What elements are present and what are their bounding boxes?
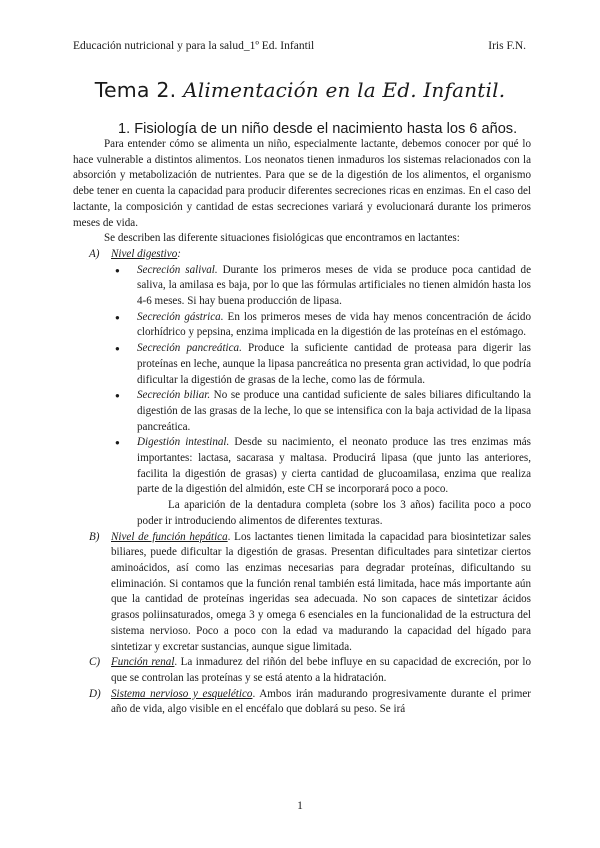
header-author: Iris F.N. xyxy=(488,40,526,52)
intro-paragraph: Para entender cómo se alimenta un niño, especialmente lactante, debemos conocer por qué lo hace vulnerable a distintos alimentos. Los neonatos tienen inmaduros los sistemas relacionados con la absorción y metabolización de nutrientes. Para que se de la digestión de los alimentos, el organismo debe tener en cuenta la capacidad para producir diferentes secreciones ricas en enzimas. En el caso del lactante, la composición y cantidad de estas secreciones variará y evolucionará durante los primeros meses de vida. xyxy=(73,138,531,229)
intro-paragraph-2: Se describen las diferente situaciones fisiológicas que encontramos en lactantes: xyxy=(104,232,460,245)
section-heading xyxy=(118,121,517,137)
level-c xyxy=(73,655,531,686)
item-text: Produce la suficiente cantidad de proteasa para digerir las proteínas en leche, aunque la lipasa pancreática no presenta gran actividad, lo que podría dificultar la digestión de grasas de la leche, como las de fórmula. xyxy=(137,342,531,386)
level-a-heading: Nivel digestivo xyxy=(111,247,178,260)
item-text: En los primeros meses de vida hay menos concentración de ácido clorhídrico y pepsina, enzima implicada en la digestión de las proteínas en el estómago. xyxy=(137,310,531,339)
dentition-paragraph xyxy=(73,498,531,529)
list-item xyxy=(137,388,531,435)
item-term: Secreción salival. xyxy=(137,263,218,276)
level-c-text: . La inmadurez del riñón del bebe influye en su capacidad de excreción, por lo que se controlan las proteínas y se está atento a la hidratación. xyxy=(111,656,531,684)
section-number: 1. xyxy=(118,121,131,137)
document-body xyxy=(73,137,531,718)
digestive-list xyxy=(73,263,531,499)
list-item xyxy=(137,263,531,310)
level-a-mark: A) xyxy=(89,247,100,260)
title-script: Alimentación en la Ed. Infantil. xyxy=(183,78,506,102)
level-b-heading: Nivel de función hepática xyxy=(111,530,228,543)
level-d-text: . Ambos irán madurando progresivamente durante el primer año de vida, algo visible en el encéfalo que doblará su peso. Se irá xyxy=(111,687,531,716)
level-c-mark: C) xyxy=(89,656,101,669)
level-b xyxy=(73,530,531,656)
item-term: Secreción biliar. xyxy=(137,389,211,402)
level-a xyxy=(73,247,531,263)
list-item xyxy=(137,435,531,498)
level-d-heading: Sistema nervioso y esquelético xyxy=(111,687,253,700)
header-course: Educación nutricional y para la salud_1º Ed. Infantil xyxy=(73,40,315,52)
level-b-text: . Los lactantes tienen limitada la capacidad para biosintetizar sales biliares, puede dificultar la digestión de grasas. Presentan dificultades para sintetizar ciertos aminoácidos, así como las enzimas necesarias para degradar proteínas, dificultando su eliminación. Si contamos que la función renal también está limitada, hace más importante aún que la cantidad de proteínas ingeridas sea adecuada. No son capaces de sintetizar ácidos grasos poliinsaturados, omega 3 y omega 6 esenciales en la funcionalidad de la estructura del sistema nervioso. Poco a poco con la edad va madurando la capacidad del hígado para sintetizar y excretar sustancias, aunque sigue limitada. xyxy=(111,530,531,653)
level-d xyxy=(73,687,531,718)
item-term: Secreción pancreática. xyxy=(137,342,242,355)
item-text: Desde su nacimiento, el neonato produce las tres enzimas más importantes: lactasa, sacarasa y maltasa. Producirá lipasa (que junto las anteriores, facilita la digestión de grasas) y cierta cantidad de glucoamilasa, enzima que realiza parte de la digestión del almidón, este CH se incorporará poco a poco. xyxy=(137,436,532,496)
page-header xyxy=(73,40,526,52)
page-title xyxy=(0,78,600,102)
title-lead: Tema 2. xyxy=(94,78,177,102)
item-term: Digestión intestinal. xyxy=(137,436,230,449)
list-item xyxy=(137,310,531,341)
item-text: No se produce una cantidad suficiente de sales biliares dificultando la digestión de las grasas de la leche, lo que se intensifica con la baja actividad de la lipasa pancreática. xyxy=(137,389,531,433)
level-c-heading: Función renal xyxy=(111,656,175,669)
item-term: Secreción gástrica. xyxy=(137,310,224,323)
level-b-mark: B) xyxy=(89,530,100,543)
level-d-mark: D) xyxy=(89,687,101,700)
level-a-colon: : xyxy=(177,247,181,260)
page-number: 1 xyxy=(297,800,303,812)
item-text: Durante los primeros meses de vida se produce poca cantidad de saliva, la amilasa es baja, por lo que las fórmulas artificiales no tienen almidón hasta los 4-6 meses. Si hay buena producción de lipasa. xyxy=(137,263,532,308)
section-text: Fisiología de un niño desde el nacimiento hasta los 6 años. xyxy=(134,121,518,137)
dentition-text: La aparición de la dentadura completa (sobre los 3 años) facilita poco a poco poder ir introduciendo alimentos de diferentes texturas. xyxy=(137,499,531,527)
list-item xyxy=(137,341,531,388)
